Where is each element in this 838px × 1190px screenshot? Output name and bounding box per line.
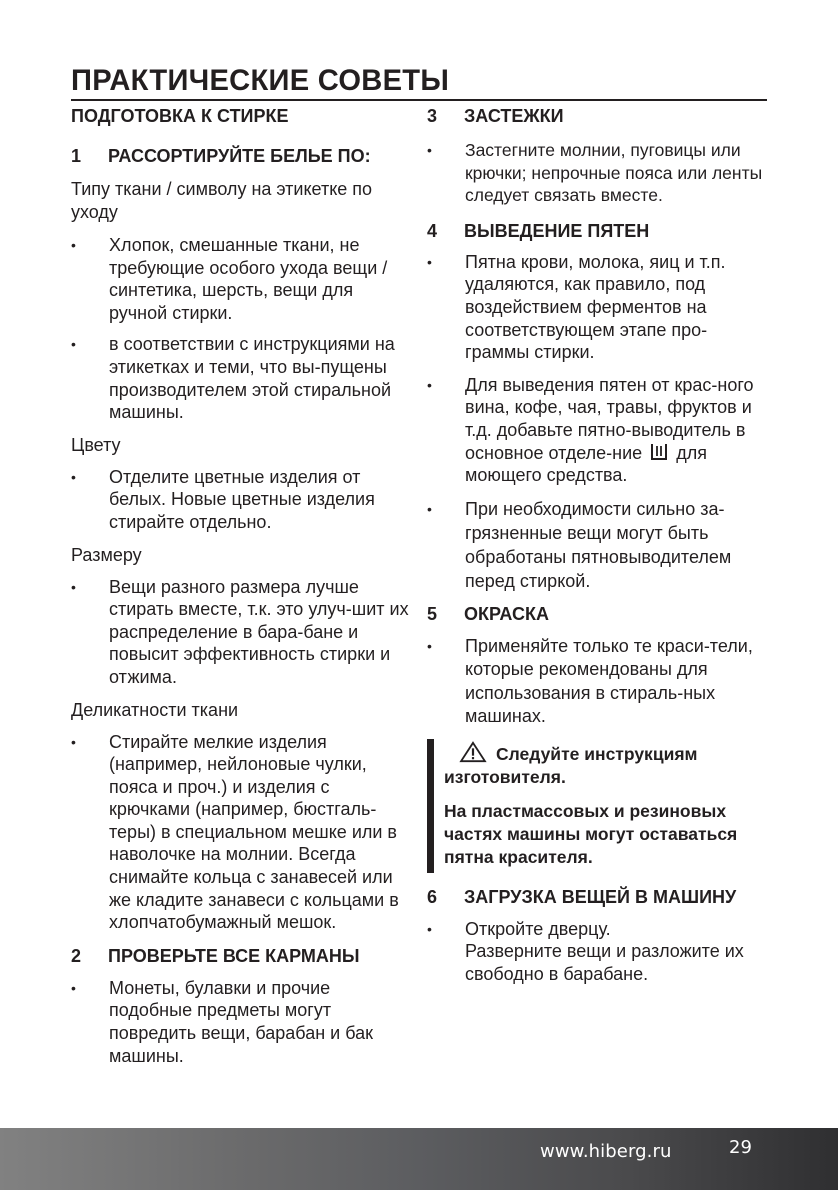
list-item-text: в соответствии с инструкциями на этикетках и теми, что вы-пущены производителем этой стиральной машины. — [109, 334, 395, 423]
bullet-icon: • — [427, 637, 432, 654]
list-item-text: Стирайте мелкие изделия (например, нейлоновые чулки, пояса и проч.) и изделия с крючками (например, бюстгаль-теры) в специальном мешке или в наволочке на молнии. Всегда снимайте кольца с занавесей или же кладите занавеси с кольцами в хлопчатобумажный мешок. — [109, 731, 399, 933]
section-heading-preparation: ПОДГОТОВКА К СТИРКЕ — [71, 106, 289, 126]
color-list — [71, 466, 416, 534]
warning-box — [427, 739, 774, 873]
section-title-text: ВЫВЕДЕНИЕ ПЯТЕН — [464, 220, 650, 241]
section-title-text: ЗАСТЕЖКИ — [464, 106, 564, 126]
section-number: 5 — [427, 603, 438, 624]
bullet-icon: • — [71, 336, 76, 353]
list-item-text: Вещи разного размера лучше стирать вместе, т.к. это улуч-шит их распределение в бара-бане и повысит эффективность стирки и отжима. — [109, 576, 409, 687]
size-list — [71, 576, 416, 689]
section-title-text: РАССОРТИРУЙТЕ БЕЛЬЕ ПО: — [108, 146, 371, 166]
list-item — [427, 251, 765, 364]
list-item-text: Отделите цветные изделия от белых. Новые цветные изделия стирайте отдельно. — [109, 466, 375, 532]
list-item-text: Для выведения пятен от крас-ного вина, кофе, чая, травы, фруктов и т.д. добавьте пятно-выводитель в основное отделе-ние — [465, 374, 754, 463]
list-item-text: Пятна крови, молока, яиц и т.п. удаляются, как правило, под воздействием ферментов на соответствующем этапе про-граммы стирки. — [465, 251, 726, 363]
sort-by-color-label: Цвету — [71, 434, 121, 455]
list-item-text: Хлопок, смешанные ткани, не требующие особого ухода вещи / синтетика, шерсть, вещи для ручной стирки. — [109, 235, 388, 323]
warning-line-1 — [444, 739, 774, 789]
warning-triangle-icon — [458, 741, 488, 763]
section-1-title — [71, 144, 416, 168]
section-number: 2 — [71, 945, 82, 966]
bullet-icon: • — [427, 500, 432, 517]
list-item-text: Монеты, булавки и прочие подобные предметы могут повредить вещи, барабан и бак машины. — [109, 977, 373, 1066]
title-divider — [71, 99, 767, 101]
bullet-icon: • — [71, 578, 76, 595]
loading-list — [427, 918, 772, 986]
section-title-text: ПРОВЕРЬТЕ ВСЕ КАРМАНЫ — [108, 945, 360, 966]
stains-list — [427, 251, 772, 593]
section-5-title — [427, 602, 772, 626]
list-item — [427, 497, 770, 593]
list-item-text: Откройте дверцу. — [465, 918, 611, 939]
section-title-text: ЗАГРУЗКА ВЕЩЕЙ В МАШИНУ — [464, 886, 737, 907]
list-item-text: При необходимости сильно за-грязненные вещи могут быть обработаны пятновыводителем перед стиркой. — [465, 498, 732, 591]
detergent-compartment-icon — [650, 443, 668, 461]
list-item-text: Застегните молнии, пуговицы или крючки; непрочные пояса или ленты следует связать вместе. — [465, 140, 763, 206]
right-column — [427, 104, 772, 986]
page-number: 29 — [729, 1137, 752, 1158]
dyeing-list — [427, 635, 772, 729]
list-item — [427, 635, 765, 729]
list-item — [427, 374, 770, 487]
list-item-text: Разверните вещи и разложите их свободно в барабане. — [465, 941, 744, 984]
bullet-icon: • — [427, 920, 432, 937]
list-item — [71, 466, 411, 534]
section-number: 1 — [71, 146, 82, 166]
list-item — [427, 139, 775, 207]
sort-by-fabric-label: Типу ткани / символу на этикетке по уходу — [71, 179, 373, 222]
section-title-text: ОКРАСКА — [464, 603, 549, 624]
page-title: ПРАКТИЧЕСКИЕ СОВЕТЫ — [71, 64, 450, 97]
bullet-icon: • — [71, 468, 76, 485]
list-item — [71, 234, 409, 324]
section-4-title — [427, 219, 772, 243]
section-number: 6 — [427, 886, 438, 907]
warning-text: Следуйте инструкциям изготовителя. — [444, 743, 698, 787]
fasteners-list — [427, 139, 772, 207]
bullet-icon: • — [427, 376, 432, 393]
sort-by-size-label: Размеру — [71, 544, 142, 565]
list-item — [71, 576, 411, 689]
bullet-icon: • — [71, 733, 76, 750]
bullet-icon: • — [427, 142, 432, 158]
list-item-text: Применяйте только те краси-тели, которые рекомендованы для использования в стираль-ных машинах. — [465, 635, 753, 727]
list-item — [427, 918, 770, 986]
section-2-title — [71, 944, 416, 968]
website-link[interactable]: www.hiberg.ru — [540, 1141, 672, 1162]
bullet-icon: • — [71, 979, 76, 996]
list-item — [71, 731, 414, 934]
section-number: 4 — [427, 220, 438, 241]
pockets-list — [71, 977, 416, 1067]
section-3-title — [427, 104, 772, 128]
section-number: 3 — [427, 106, 438, 126]
list-item-text: для моющего средства. — [465, 442, 707, 486]
fabric-list — [71, 234, 416, 424]
list-item — [71, 977, 379, 1067]
section-6-title — [427, 885, 772, 909]
warning-line-2: На пластмассовых и резиновых частях машины могут оставаться пятна красителя. — [444, 800, 738, 867]
bullet-icon: • — [71, 237, 76, 253]
sort-by-delicacy-label: Деликатности ткани — [71, 699, 239, 720]
bullet-icon: • — [427, 253, 432, 270]
page-footer — [0, 1128, 838, 1190]
left-column — [71, 104, 416, 1067]
delicacy-list — [71, 731, 416, 934]
list-item — [71, 333, 409, 423]
